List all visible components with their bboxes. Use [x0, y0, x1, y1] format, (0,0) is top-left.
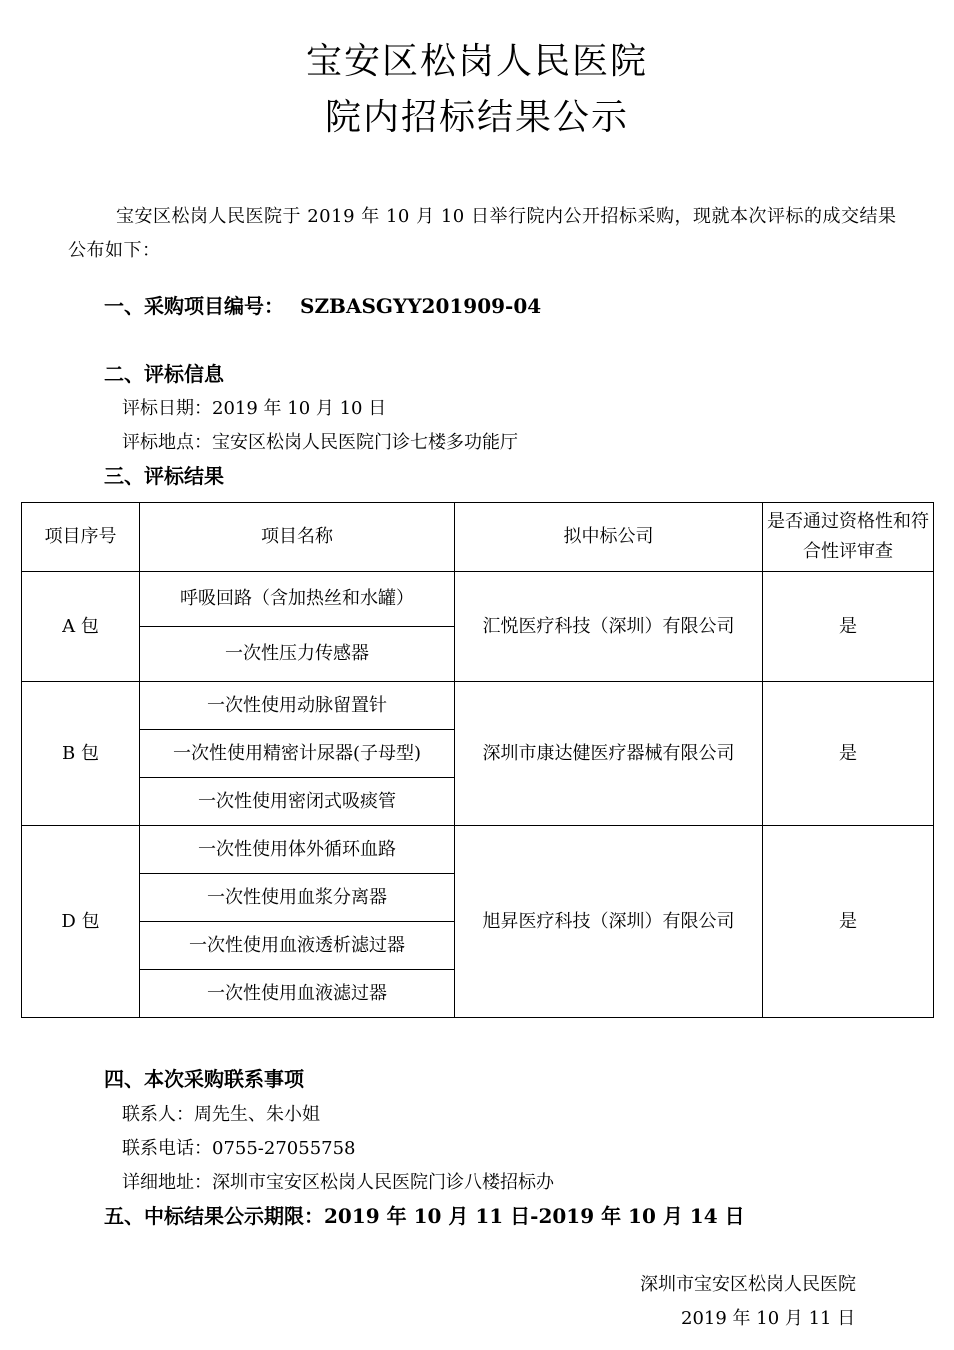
document-title: 宝安区松岗人民医院 [305, 41, 648, 82]
contact-person: 联系人：周先生、朱小姐 [122, 1104, 320, 1125]
document-subtitle: 院内招标结果公示 [324, 97, 629, 138]
header-package-number: 项目序号 [22, 503, 140, 572]
item-cell: 呼吸回路（含加热丝和水罐） [140, 572, 455, 627]
item-cell: 一次性使用密闭式吸痰管 [140, 778, 455, 826]
header-qualification: 是否通过资格性和符合性评审查 [763, 503, 934, 572]
package-cell: D 包 [22, 826, 140, 1018]
table-header-row [22, 503, 934, 572]
passed-cell: 是 [763, 682, 934, 826]
table-row [22, 572, 934, 627]
section-procurement-number-label: 一、采购项目编号： [104, 294, 284, 318]
table-row [22, 682, 934, 730]
section-evaluation-results-heading: 三、评标结果 [104, 464, 224, 488]
passed-cell: 是 [763, 826, 934, 1018]
evaluation-date: 评标日期：2019 年 10 月 10 日 [122, 398, 387, 419]
results-table [21, 502, 934, 1018]
item-cell: 一次性使用血液滤过器 [140, 970, 455, 1018]
contact-address: 详细地址：深圳市宝安区松岗人民医院门诊八楼招标办 [122, 1172, 554, 1193]
passed-cell: 是 [763, 572, 934, 682]
company-cell: 汇悦医疗科技（深圳）有限公司 [455, 572, 763, 682]
signature-date: 2019 年 10 月 11 日 [681, 1308, 856, 1329]
item-cell: 一次性压力传感器 [140, 627, 455, 682]
intro-paragraph: 宝安区松岗人民医院于 2019 年 10 月 10 日举行院内公开招标采购，现就本次评标的成交结果公布如下： [68, 206, 897, 261]
table-row [22, 826, 934, 874]
item-cell: 一次性使用血浆分离器 [140, 874, 455, 922]
section-publicity-period: 五、中标结果公示期限：2019 年 10 月 11 日-2019 年 10 月 14 日 [104, 1204, 745, 1228]
signature-organization: 深圳市宝安区松岗人民医院 [640, 1274, 856, 1295]
procurement-number-value: SZBASGYY201909-04 [300, 294, 542, 318]
section-procurement-number [104, 292, 541, 320]
header-item-name: 项目名称 [140, 503, 455, 572]
item-cell: 一次性使用血液透析滤过器 [140, 922, 455, 970]
item-cell: 一次性使用体外循环血路 [140, 826, 455, 874]
item-cell: 一次性使用动脉留置针 [140, 682, 455, 730]
contact-phone: 联系电话：0755-27055758 [122, 1138, 356, 1159]
section-evaluation-info-heading: 二、评标信息 [104, 362, 224, 386]
package-cell: A 包 [22, 572, 140, 682]
item-cell: 一次性使用精密计尿器(子母型) [140, 730, 455, 778]
company-cell: 旭昇医疗科技（深圳）有限公司 [455, 826, 763, 1018]
company-cell: 深圳市康达健医疗器械有限公司 [455, 682, 763, 826]
header-company: 拟中标公司 [455, 503, 763, 572]
evaluation-place: 评标地点：宝安区松岗人民医院门诊七楼多功能厅 [122, 432, 518, 453]
section-contact-heading: 四、本次采购联系事项 [104, 1067, 304, 1091]
package-cell: B 包 [22, 682, 140, 826]
